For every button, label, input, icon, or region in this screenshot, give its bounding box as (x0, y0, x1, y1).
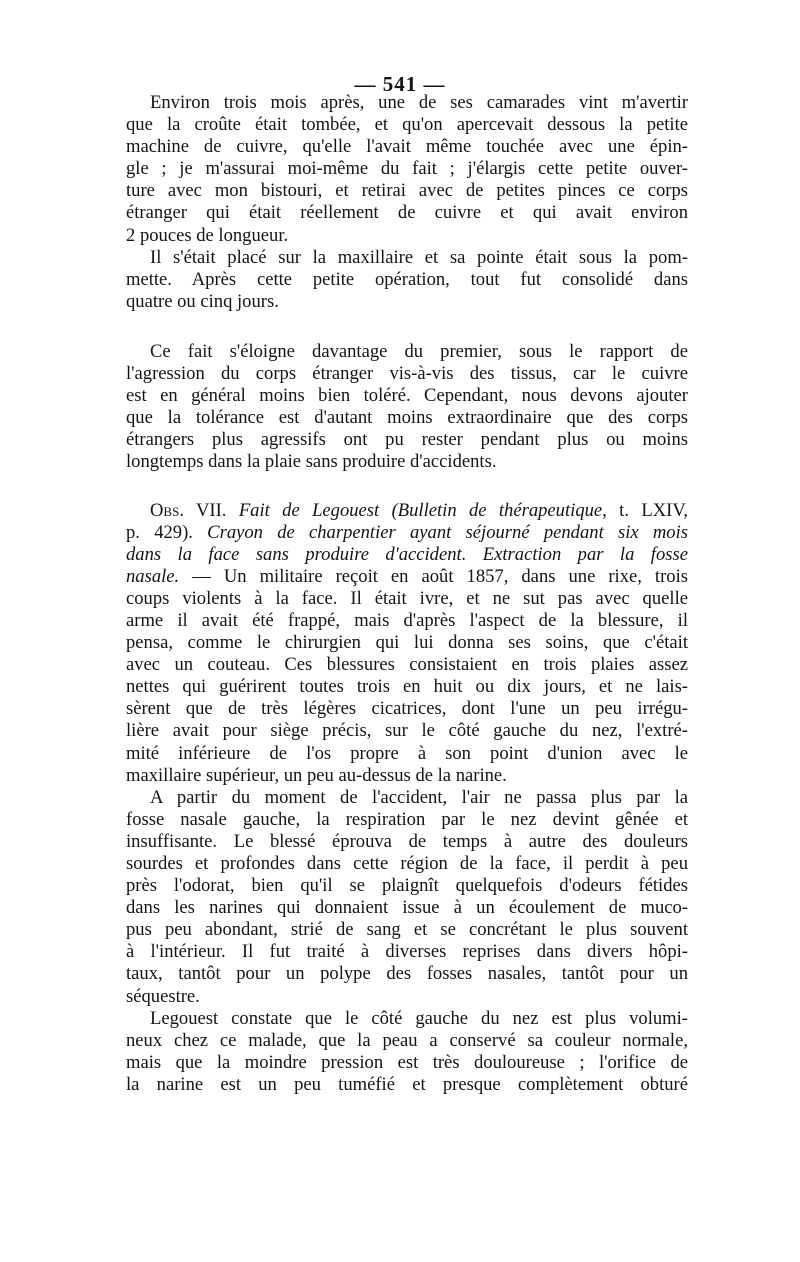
text-line: insuffisante. Le blessé éprouva de temps à autre des douleurs (126, 830, 688, 852)
text-line: près l'odorat, bien qu'il se plaignît quelquefois d'odeurs fétides (126, 875, 688, 897)
paragraph-p3 (126, 341, 688, 474)
text-line: machine de cuivre, qu'elle l'avait même touchée avec une épin- (126, 136, 688, 158)
text-line: avec un couteau. Ces blessures consistaient en trois plaies assez (126, 654, 688, 676)
text-line: coups violents à la face. Il était ivre, et ne sut pas avec quelle (126, 587, 688, 609)
text-line: longtemps dans la plaie sans produire d'accidents. (126, 451, 497, 473)
text-line: mais que la moindre pression est très douloureuse ; l'orifice de (126, 1051, 688, 1073)
observation-page-ref: p. 429). (126, 521, 193, 543)
observation-title-italic: Crayon de charpentier ayant séjourné pendant six mois (192, 521, 689, 543)
page-body (126, 92, 688, 1096)
observation-heading-line (126, 566, 688, 588)
text-line: quatre ou cinq jours. (126, 290, 279, 312)
text-line: la narine est un peu tuméfié et presque complètement obturé (126, 1073, 688, 1095)
paragraph-p1 (126, 92, 688, 247)
observation-vii (126, 500, 688, 787)
text-line: l'agression du corps étranger vis-à-vis des tissus, car le cuivre (126, 363, 688, 385)
text-line: nettes qui guérirent toutes trois en huit ou dix jours, et ne lais- (126, 676, 688, 698)
text-line: séquestre. (126, 985, 200, 1007)
observation-heading-line (126, 522, 688, 544)
text-line: maxillaire supérieur, un peu au-dessus de la narine. (126, 764, 507, 786)
text-line: Ce fait s'éloigne davantage du premier, sous le rapport de (150, 340, 688, 362)
text-line: sèrent que de très légères cicatrices, dont l'une un peu irrégu- (126, 698, 688, 720)
text-line: — Un militaire reçoit en août 1857, dans une rixe, trois (179, 565, 688, 587)
text-line: étranger qui était réellement de cuivre et qui avait environ (126, 202, 688, 224)
text-line: 2 pouces de longueur. (126, 224, 289, 246)
observation-title-rest: t. LXIV, (606, 499, 688, 521)
text-line: gle ; je m'assurai moi-même du fait ; j'élargis cette petite ouver- (126, 158, 688, 180)
text-line: Environ trois mois après, une de ses camarades vint m'avertir (150, 92, 688, 113)
text-line: Il s'était placé sur la maxillaire et sa pointe était sous la pom- (150, 246, 688, 268)
text-line: que la tolérance est d'autant moins extraordinaire que des corps (126, 407, 688, 429)
observation-label: Obs. VII. (150, 499, 227, 521)
text-line: A partir du moment de l'accident, l'air ne passa plus par la (150, 786, 688, 808)
observation-heading-line (126, 500, 688, 522)
text-line: est en général moins bien toléré. Cependant, nous devons ajouter (126, 385, 688, 407)
text-line: ture avec mon bistouri, et retirai avec de petites pinces ce corps (126, 180, 688, 202)
observation-heading-line (126, 544, 688, 566)
text-line: neux chez ce malade, que la peau a conservé sa couleur normale, (126, 1029, 688, 1051)
text-line: étrangers plus agressifs ont pu rester pendant plus ou moins (126, 429, 688, 451)
text-line: que la croûte était tombée, et qu'on apercevait dessous la petite (126, 114, 688, 136)
observation-title-italic: Fait de Legouest (Bulletin de thérapeutique, (238, 499, 607, 521)
text-line: sourdes et profondes dans cette région de la face, il perdit à peu (126, 853, 688, 874)
text-line: fosse nasale gauche, la respiration par le nez devint gênée et (126, 808, 688, 830)
text-line: pensa, comme le chirurgien qui lui donna ses soins, que c'était (126, 632, 688, 654)
paragraph-p2 (126, 247, 688, 313)
text-line: à l'intérieur. Il fut traité à diverses reprises dans divers hôpi- (126, 941, 688, 963)
text-line: arme il avait été frappé, mais d'après l'aspect de la blessure, il (126, 609, 688, 631)
observation-title-italic: dans la face sans produire d'accident. Extraction par la fosse (126, 543, 688, 565)
observation-title-italic: nasale. (126, 565, 180, 587)
text-line: mette. Après cette petite opération, tout fut consolidé dans (126, 268, 688, 290)
page-number: — 541 — (354, 72, 446, 96)
paragraph-p5 (126, 787, 688, 1008)
text-line: dans les narines qui donnaient issue à un écoulement de muco- (126, 897, 688, 919)
text-line: pus peu abondant, strié de sang et se concrétant le plus souvent (126, 919, 688, 941)
text-line: Legouest constate que le côté gauche du nez est plus volumi- (150, 1007, 688, 1029)
text-line: mité inférieure de l'os propre à son point d'union avec le (126, 742, 688, 764)
paragraph-p6 (126, 1008, 688, 1096)
text-line: lière avait pour siège précis, sur le côté gauche du nez, l'extré- (126, 720, 688, 742)
text-line: taux, tantôt pour un polype des fosses nasales, tantôt pour un (126, 963, 688, 985)
